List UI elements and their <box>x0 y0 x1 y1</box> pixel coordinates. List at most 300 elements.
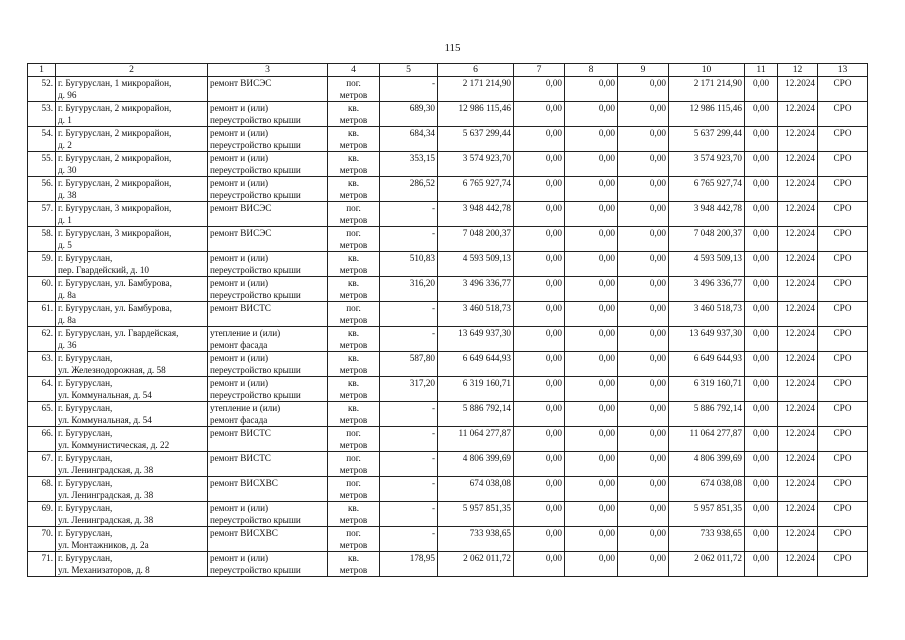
table-row <box>28 452 868 477</box>
address-cell <box>56 402 208 427</box>
address-cell <box>56 227 208 252</box>
work-type-cell-line: переустройство крыши <box>210 290 301 300</box>
column-header-12: 12 <box>778 64 818 77</box>
col8-cell: 0,00 <box>565 377 618 402</box>
work-type-cell-line: ремонт ВИСТС <box>210 303 271 313</box>
col10-cell: 5 957 851,35 <box>669 502 745 527</box>
col9-cell: 0,00 <box>618 302 669 327</box>
address-cell-line: д. 38 <box>58 190 77 200</box>
unit-cell-line: метров <box>339 90 368 100</box>
quantity-cell: - <box>380 477 438 502</box>
work-type-cell-line: ремонт и (или) <box>210 553 269 563</box>
address-cell-line: г. Бугуруслан, <box>58 453 113 463</box>
col7-cell: 0,00 <box>514 477 565 502</box>
deadline-cell: 12.2024 <box>778 402 818 427</box>
total-cost-cell: 13 649 937,30 <box>438 327 514 352</box>
unit-cell-line: кв. <box>347 403 360 413</box>
col11-cell: 0,00 <box>745 127 778 152</box>
col7-cell: 0,00 <box>514 127 565 152</box>
col11-cell: 0,00 <box>745 502 778 527</box>
quantity-cell: 689,30 <box>380 102 438 127</box>
col8-cell: 0,00 <box>565 477 618 502</box>
address-cell-line: г. Бугуруслан, 3 микрорайон, <box>58 228 172 238</box>
address-cell <box>56 377 208 402</box>
unit-cell-line: метров <box>339 190 368 200</box>
address-cell <box>56 252 208 277</box>
total-cost-cell: 3 496 336,77 <box>438 277 514 302</box>
col7-cell: 0,00 <box>514 427 565 452</box>
address-cell-line: ул. Механизаторов, д. 8 <box>58 565 150 575</box>
row-number: 60. <box>28 277 56 302</box>
work-type-cell-line: переустройство крыши <box>210 265 301 275</box>
quantity-cell: 286,52 <box>380 177 438 202</box>
total-cost-cell: 5 886 792,14 <box>438 402 514 427</box>
work-type-cell <box>208 427 328 452</box>
unit-cell <box>328 102 380 127</box>
column-header-8: 8 <box>565 64 618 77</box>
col7-cell: 0,00 <box>514 202 565 227</box>
table-body <box>28 77 868 577</box>
address-cell-line: г. Бугуруслан, 3 микрорайон, <box>58 203 172 213</box>
col10-cell: 12 986 115,46 <box>669 102 745 127</box>
unit-cell-line: метров <box>339 315 368 325</box>
deadline-cell: 12.2024 <box>778 152 818 177</box>
unit-cell-line: метров <box>339 440 368 450</box>
address-cell-line: д. 8а <box>58 290 76 300</box>
deadline-cell: 12.2024 <box>778 127 818 152</box>
row-number: 53. <box>28 102 56 127</box>
method-cell: СРО <box>818 377 868 402</box>
col8-cell: 0,00 <box>565 252 618 277</box>
col11-cell: 0,00 <box>745 152 778 177</box>
address-cell-line: ул. Ленинградская, д. 38 <box>58 490 154 500</box>
quantity-cell: - <box>380 302 438 327</box>
method-cell: СРО <box>818 327 868 352</box>
unit-cell-line: метров <box>339 465 368 475</box>
col8-cell: 0,00 <box>565 227 618 252</box>
unit-cell-line: кв. <box>347 103 360 113</box>
method-cell: СРО <box>818 352 868 377</box>
method-cell: СРО <box>818 127 868 152</box>
work-type-cell-line: переустройство крыши <box>210 190 301 200</box>
address-cell-line: д. 1 <box>58 215 72 225</box>
unit-cell-line: метров <box>339 290 368 300</box>
address-cell-line: д. 96 <box>58 90 77 100</box>
unit-cell-line: метров <box>339 240 368 250</box>
unit-cell-line: кв. <box>347 153 360 163</box>
work-type-cell <box>208 402 328 427</box>
address-cell-line: д. 30 <box>58 165 77 175</box>
quantity-cell: 353,15 <box>380 152 438 177</box>
col8-cell: 0,00 <box>565 352 618 377</box>
table-row <box>28 352 868 377</box>
col9-cell: 0,00 <box>618 102 669 127</box>
method-cell: СРО <box>818 477 868 502</box>
col7-cell: 0,00 <box>514 352 565 377</box>
address-cell-line: г. Бугуруслан, 2 микрорайон, <box>58 153 172 163</box>
address-cell <box>56 327 208 352</box>
col8-cell: 0,00 <box>565 77 618 102</box>
col10-cell: 6 319 160,71 <box>669 377 745 402</box>
unit-cell-line: метров <box>339 390 368 400</box>
method-cell: СРО <box>818 452 868 477</box>
deadline-cell: 12.2024 <box>778 202 818 227</box>
unit-cell-line: метров <box>339 565 368 575</box>
table-row <box>28 552 868 577</box>
method-cell: СРО <box>818 152 868 177</box>
quantity-cell: 317,20 <box>380 377 438 402</box>
address-cell <box>56 352 208 377</box>
address-cell-line: д. 36 <box>58 340 77 350</box>
unit-cell-line: кв. <box>347 503 360 513</box>
method-cell: СРО <box>818 277 868 302</box>
address-cell-line: д. 5 <box>58 240 72 250</box>
quantity-cell: - <box>380 327 438 352</box>
row-number: 69. <box>28 502 56 527</box>
work-type-cell-line: ремонт ВИСЭС <box>210 228 272 238</box>
col9-cell: 0,00 <box>618 477 669 502</box>
deadline-cell: 12.2024 <box>778 327 818 352</box>
total-cost-cell: 5 957 851,35 <box>438 502 514 527</box>
column-header-7: 7 <box>514 64 565 77</box>
address-cell-line: г. Бугуруслан, ул. Гвардейская, <box>58 328 179 338</box>
col10-cell: 5 886 792,14 <box>669 402 745 427</box>
deadline-cell: 12.2024 <box>778 427 818 452</box>
col9-cell: 0,00 <box>618 352 669 377</box>
col11-cell: 0,00 <box>745 552 778 577</box>
work-type-cell <box>208 252 328 277</box>
row-number: 58. <box>28 227 56 252</box>
col9-cell: 0,00 <box>618 327 669 352</box>
total-cost-cell: 3 460 518,73 <box>438 302 514 327</box>
address-cell-line: ул. Коммунальная, д. 54 <box>58 415 152 425</box>
work-type-cell <box>208 552 328 577</box>
address-cell-line: ул. Коммунистическая, д. 22 <box>58 440 170 450</box>
address-cell <box>56 102 208 127</box>
work-type-cell-line: ремонт фасада <box>210 340 268 350</box>
work-type-cell-line: утепление и (или) <box>210 328 281 338</box>
unit-cell <box>328 302 380 327</box>
quantity-cell: - <box>380 527 438 552</box>
col7-cell: 0,00 <box>514 252 565 277</box>
col7-cell: 0,00 <box>514 452 565 477</box>
address-cell <box>56 427 208 452</box>
address-cell-line: ул. Ленинградская, д. 38 <box>58 465 154 475</box>
col11-cell: 0,00 <box>745 402 778 427</box>
col10-cell: 2 171 214,90 <box>669 77 745 102</box>
deadline-cell: 12.2024 <box>778 177 818 202</box>
row-number: 55. <box>28 152 56 177</box>
col10-cell: 13 649 937,30 <box>669 327 745 352</box>
table-row <box>28 477 868 502</box>
col8-cell: 0,00 <box>565 502 618 527</box>
address-cell-line: г. Бугуруслан, 2 микрорайон, <box>58 103 172 113</box>
col7-cell: 0,00 <box>514 102 565 127</box>
table-row <box>28 402 868 427</box>
column-header-9: 9 <box>618 64 669 77</box>
total-cost-cell: 6 649 644,93 <box>438 352 514 377</box>
work-type-cell-line: ремонт и (или) <box>210 503 269 513</box>
method-cell: СРО <box>818 502 868 527</box>
col11-cell: 0,00 <box>745 252 778 277</box>
work-type-cell <box>208 127 328 152</box>
deadline-cell: 12.2024 <box>778 502 818 527</box>
col7-cell: 0,00 <box>514 402 565 427</box>
col10-cell: 2 062 011,72 <box>669 552 745 577</box>
total-cost-cell: 6 765 927,74 <box>438 177 514 202</box>
row-number: 59. <box>28 252 56 277</box>
col7-cell: 0,00 <box>514 527 565 552</box>
col9-cell: 0,00 <box>618 177 669 202</box>
unit-cell <box>328 77 380 102</box>
address-cell-line: д. 1 <box>58 115 72 125</box>
work-type-cell <box>208 352 328 377</box>
work-type-cell-line: переустройство крыши <box>210 140 301 150</box>
column-header-10: 10 <box>669 64 745 77</box>
col9-cell: 0,00 <box>618 127 669 152</box>
col9-cell: 0,00 <box>618 202 669 227</box>
col11-cell: 0,00 <box>745 202 778 227</box>
total-cost-cell: 3 948 442,78 <box>438 202 514 227</box>
deadline-cell: 12.2024 <box>778 352 818 377</box>
column-header-3: 3 <box>208 64 328 77</box>
unit-cell-line: метров <box>339 540 368 550</box>
address-cell-line: г. Бугуруслан, <box>58 428 113 438</box>
address-cell-line: г. Бугуруслан, ул. Бамбурова, <box>58 303 172 313</box>
unit-cell <box>328 202 380 227</box>
unit-cell-line: кв. <box>347 128 360 138</box>
method-cell: СРО <box>818 77 868 102</box>
row-number: 52. <box>28 77 56 102</box>
table-row <box>28 152 868 177</box>
col9-cell: 0,00 <box>618 152 669 177</box>
unit-cell-line: пог. <box>346 78 361 88</box>
total-cost-cell: 6 319 160,71 <box>438 377 514 402</box>
row-number: 56. <box>28 177 56 202</box>
address-cell-line: г. Бугуруслан, 1 микрорайон, <box>58 78 172 88</box>
unit-cell <box>328 552 380 577</box>
quantity-cell: - <box>380 202 438 227</box>
table-row <box>28 277 868 302</box>
register-table <box>27 63 868 577</box>
col8-cell: 0,00 <box>565 452 618 477</box>
col7-cell: 0,00 <box>514 227 565 252</box>
unit-cell-line: кв. <box>347 278 360 288</box>
table-row <box>28 502 868 527</box>
deadline-cell: 12.2024 <box>778 102 818 127</box>
work-type-cell <box>208 102 328 127</box>
work-type-cell-line: ремонт и (или) <box>210 153 269 163</box>
address-cell-line: ул. Монтажников, д. 2а <box>58 540 149 550</box>
address-cell <box>56 177 208 202</box>
col9-cell: 0,00 <box>618 227 669 252</box>
work-type-cell <box>208 527 328 552</box>
work-type-cell <box>208 202 328 227</box>
quantity-cell: 316,20 <box>380 277 438 302</box>
work-type-cell-line: переустройство крыши <box>210 115 301 125</box>
address-cell-line: г. Бугуруслан, <box>58 478 113 488</box>
col9-cell: 0,00 <box>618 402 669 427</box>
col8-cell: 0,00 <box>565 152 618 177</box>
work-type-cell-line: ремонт и (или) <box>210 378 269 388</box>
table-row <box>28 252 868 277</box>
address-cell-line: ул. Коммунальная, д. 54 <box>58 390 152 400</box>
col8-cell: 0,00 <box>565 127 618 152</box>
quantity-cell: 587,80 <box>380 352 438 377</box>
col7-cell: 0,00 <box>514 552 565 577</box>
address-cell <box>56 452 208 477</box>
col11-cell: 0,00 <box>745 277 778 302</box>
header-row <box>28 64 868 77</box>
table-row <box>28 377 868 402</box>
work-type-cell <box>208 152 328 177</box>
work-type-cell <box>208 327 328 352</box>
work-type-cell-line: ремонт и (или) <box>210 103 269 113</box>
col7-cell: 0,00 <box>514 327 565 352</box>
unit-cell-line: пог. <box>346 303 361 313</box>
total-cost-cell: 4 593 509,13 <box>438 252 514 277</box>
deadline-cell: 12.2024 <box>778 252 818 277</box>
col11-cell: 0,00 <box>745 452 778 477</box>
col9-cell: 0,00 <box>618 502 669 527</box>
quantity-cell: - <box>380 502 438 527</box>
quantity-cell: 510,83 <box>380 252 438 277</box>
col11-cell: 0,00 <box>745 327 778 352</box>
col11-cell: 0,00 <box>745 352 778 377</box>
deadline-cell: 12.2024 <box>778 302 818 327</box>
unit-cell <box>328 427 380 452</box>
unit-cell-line: метров <box>339 265 368 275</box>
table-row <box>28 227 868 252</box>
row-number: 65. <box>28 402 56 427</box>
method-cell: СРО <box>818 302 868 327</box>
deadline-cell: 12.2024 <box>778 527 818 552</box>
method-cell: СРО <box>818 202 868 227</box>
unit-cell <box>328 527 380 552</box>
address-cell <box>56 502 208 527</box>
work-type-cell <box>208 502 328 527</box>
unit-cell <box>328 327 380 352</box>
address-cell <box>56 277 208 302</box>
work-type-cell <box>208 277 328 302</box>
col10-cell: 11 064 277,87 <box>669 427 745 452</box>
work-type-cell-line: ремонт и (или) <box>210 353 269 363</box>
col10-cell: 7 048 200,37 <box>669 227 745 252</box>
work-type-cell <box>208 477 328 502</box>
col9-cell: 0,00 <box>618 377 669 402</box>
work-type-cell-line: переустройство крыши <box>210 165 301 175</box>
unit-cell-line: метров <box>339 165 368 175</box>
col9-cell: 0,00 <box>618 277 669 302</box>
total-cost-cell: 5 637 299,44 <box>438 127 514 152</box>
col8-cell: 0,00 <box>565 552 618 577</box>
quantity-cell: 684,34 <box>380 127 438 152</box>
column-header-11: 11 <box>745 64 778 77</box>
total-cost-cell: 12 986 115,46 <box>438 102 514 127</box>
col10-cell: 6 765 927,74 <box>669 177 745 202</box>
row-number: 62. <box>28 327 56 352</box>
quantity-cell: - <box>380 227 438 252</box>
col9-cell: 0,00 <box>618 452 669 477</box>
col8-cell: 0,00 <box>565 402 618 427</box>
work-type-cell-line: ремонт ВИСТС <box>210 453 271 463</box>
table-row <box>28 327 868 352</box>
work-type-cell-line: переустройство крыши <box>210 365 301 375</box>
address-cell-line: пер. Гвардейский, д. 10 <box>58 265 150 275</box>
column-header-2: 2 <box>56 64 208 77</box>
row-number: 66. <box>28 427 56 452</box>
unit-cell-line: пог. <box>346 453 361 463</box>
table-row <box>28 527 868 552</box>
col7-cell: 0,00 <box>514 302 565 327</box>
col8-cell: 0,00 <box>565 527 618 552</box>
quantity-cell: 178,95 <box>380 552 438 577</box>
address-cell <box>56 527 208 552</box>
col9-cell: 0,00 <box>618 552 669 577</box>
method-cell: СРО <box>818 252 868 277</box>
address-cell-line: г. Бугуруслан, ул. Бамбурова, <box>58 278 172 288</box>
quantity-cell: - <box>380 77 438 102</box>
col10-cell: 674 038,08 <box>669 477 745 502</box>
unit-cell-line: пог. <box>346 428 361 438</box>
table-row <box>28 102 868 127</box>
address-cell-line: д. 8а <box>58 315 76 325</box>
work-type-cell-line: ремонт ВИСЭС <box>210 78 272 88</box>
column-header-4: 4 <box>328 64 380 77</box>
unit-cell-line: метров <box>339 140 368 150</box>
total-cost-cell: 2 171 214,90 <box>438 77 514 102</box>
col8-cell: 0,00 <box>565 302 618 327</box>
total-cost-cell: 4 806 399,69 <box>438 452 514 477</box>
unit-cell-line: метров <box>339 115 368 125</box>
table-row <box>28 427 868 452</box>
col10-cell: 3 574 923,70 <box>669 152 745 177</box>
col9-cell: 0,00 <box>618 427 669 452</box>
quantity-cell: - <box>380 452 438 477</box>
col11-cell: 0,00 <box>745 177 778 202</box>
row-number: 63. <box>28 352 56 377</box>
col8-cell: 0,00 <box>565 427 618 452</box>
unit-cell <box>328 277 380 302</box>
address-cell-line: г. Бугуруслан, <box>58 353 113 363</box>
work-type-cell <box>208 227 328 252</box>
unit-cell-line: пог. <box>346 228 361 238</box>
address-cell-line: г. Бугуруслан, <box>58 378 113 388</box>
col11-cell: 0,00 <box>745 77 778 102</box>
method-cell: СРО <box>818 102 868 127</box>
unit-cell-line: кв. <box>347 378 360 388</box>
deadline-cell: 12.2024 <box>778 377 818 402</box>
address-cell-line: г. Бугуруслан, <box>58 403 113 413</box>
unit-cell <box>328 177 380 202</box>
table-row <box>28 177 868 202</box>
unit-cell <box>328 377 380 402</box>
total-cost-cell: 733 938,65 <box>438 527 514 552</box>
col10-cell: 733 938,65 <box>669 527 745 552</box>
unit-cell-line: кв. <box>347 253 360 263</box>
col9-cell: 0,00 <box>618 77 669 102</box>
address-cell <box>56 127 208 152</box>
unit-cell-line: метров <box>339 515 368 525</box>
unit-cell <box>328 352 380 377</box>
unit-cell <box>328 252 380 277</box>
method-cell: СРО <box>818 177 868 202</box>
work-type-cell-line: ремонт ВИСХВС <box>210 478 278 488</box>
unit-cell-line: метров <box>339 215 368 225</box>
address-cell-line: г. Бугуруслан, <box>58 253 113 263</box>
table-row <box>28 302 868 327</box>
unit-cell-line: метров <box>339 490 368 500</box>
